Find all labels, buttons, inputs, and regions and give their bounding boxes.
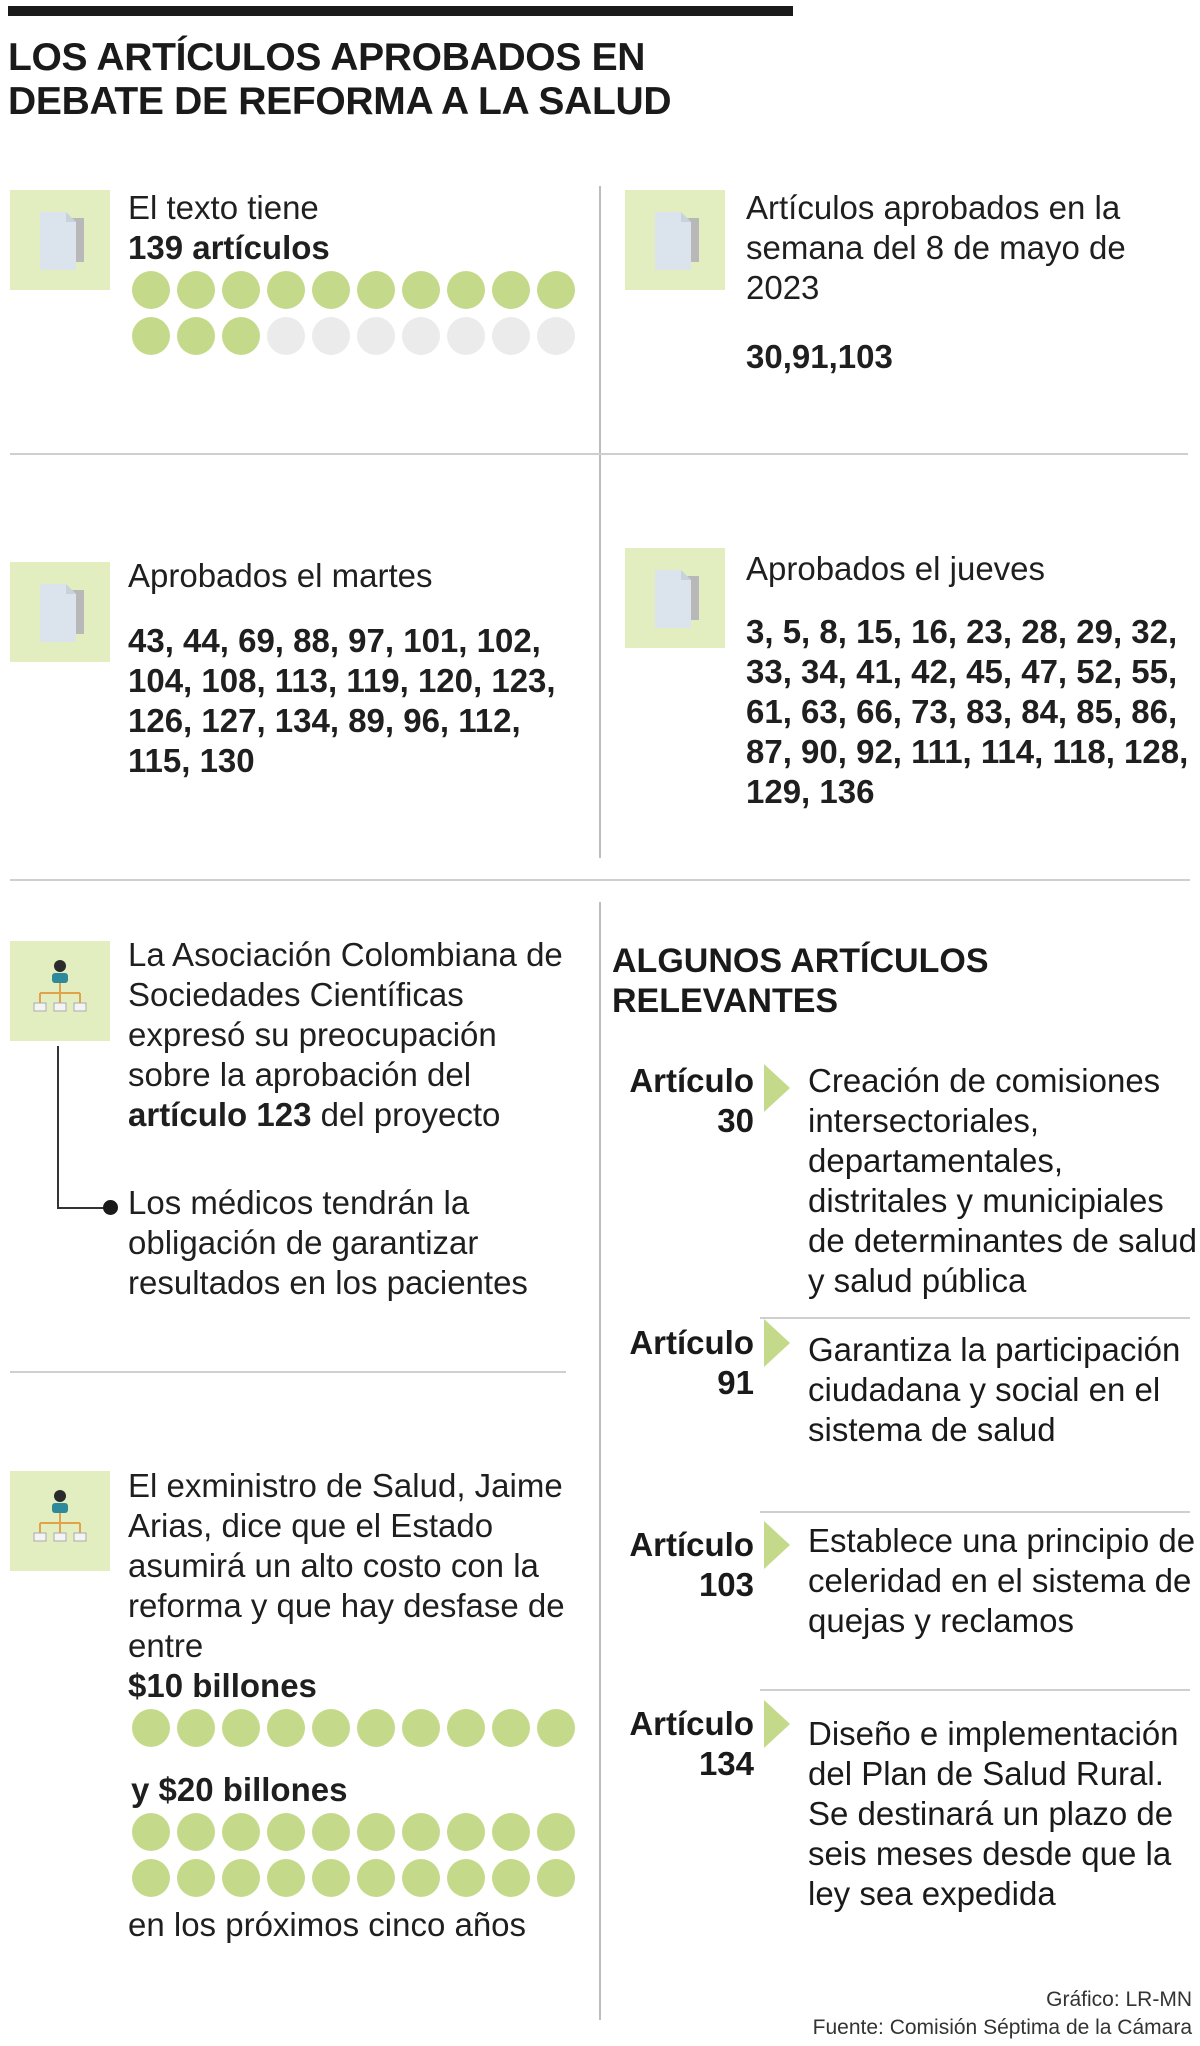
arrow-icon — [764, 1319, 790, 1367]
article-description: Establece una principio de celeridad en el sistema de quejas y reclamos — [808, 1522, 1196, 1639]
dot-filled — [402, 1813, 440, 1851]
dot-empty — [267, 317, 305, 355]
column-divider-top — [599, 186, 601, 858]
article-description: Diseño e implementación del Plan de Salud Rural. Se destinará un plazo de seis meses desde que la ley sea expedida — [808, 1715, 1179, 1912]
dot-filled — [222, 1813, 260, 1851]
dot-filled — [492, 1813, 530, 1851]
row-divider-1 — [10, 453, 1188, 455]
connector-line — [57, 1046, 59, 1209]
footer-source: Fuente: Comisión Séptima de la Cámara — [812, 2016, 1192, 2039]
document-icon — [625, 190, 725, 290]
minister-text: El exministro de Salud, Jaime Arias, dice que el Estado asumirá un alto costo con la reforma y que hay desfase de entre — [128, 1467, 565, 1664]
article-description: Creación de comisiones intersectoriales, departamentales, distritales y municipiales de determinantes de salud y salud pública — [808, 1062, 1197, 1299]
dot-filled — [177, 317, 215, 355]
dot-filled — [447, 1813, 485, 1851]
association-text-after: del proyecto — [320, 1096, 501, 1133]
thursday-label: Aprobados el jueves — [746, 550, 1046, 587]
row-divider-left — [10, 1371, 566, 1373]
org-chart-icon — [10, 1471, 110, 1571]
article-number: 91 — [717, 1364, 754, 1401]
dot-empty — [537, 317, 575, 355]
column-divider-bottom — [599, 902, 601, 2020]
dot-filled — [132, 1709, 170, 1747]
week-numbers: 30,91,103 — [746, 338, 893, 375]
article-label — [606, 1704, 754, 1784]
association-note: Los médicos tendrán la obligación de garantizar resultados en los pacientes — [128, 1184, 528, 1301]
association-text — [128, 935, 568, 1135]
dot-filled — [492, 1709, 530, 1747]
dot-filled — [357, 271, 395, 309]
document-icon — [10, 562, 110, 662]
top-rule — [8, 6, 793, 16]
article-word: Artículo — [629, 1526, 754, 1563]
tuesday-label: Aprobados el martes — [128, 557, 433, 594]
relevant-heading: ALGUNOS ARTÍCULOS RELEVANTES — [612, 942, 989, 1020]
week-text: Artículos aprobados en la semana del 8 de mayo de 2023 — [746, 189, 1126, 306]
minister-closing: en los próximos cinco años — [128, 1906, 527, 1943]
dot-filled — [132, 317, 170, 355]
document-icon — [625, 548, 725, 648]
dot-filled — [267, 1709, 305, 1747]
arrow-icon — [764, 1521, 790, 1569]
article-word: Artículo — [629, 1324, 754, 1361]
dot-filled — [312, 1813, 350, 1851]
article-number: 103 — [698, 1566, 754, 1603]
thursday-numbers: 3, 5, 8, 15, 16, 23, 28, 29, 32, 33, 34, 41, 42, 45, 47, 52, 55, 61, 63, 66, 73, 83, 84, 85, 86, 87, 90, 92, 111, 114, 118, 128, 129, 136 — [746, 613, 1189, 810]
article-divider — [760, 1317, 1190, 1319]
org-chart-icon — [10, 941, 110, 1041]
dot-filled — [222, 317, 260, 355]
article-divider — [760, 1689, 1190, 1691]
total-intro: El texto tiene — [128, 189, 319, 226]
dot-filled — [402, 271, 440, 309]
dot-filled — [132, 271, 170, 309]
article-label — [606, 1525, 754, 1605]
article-word: Artículo — [629, 1062, 754, 1099]
association-text-before: La Asociación Colombiana de Sociedades Científicas expresó su preocupación sobre la aprobación del — [128, 936, 563, 1093]
dot-filled — [447, 1859, 485, 1897]
row-divider-2 — [10, 879, 1190, 881]
dot-filled — [267, 1859, 305, 1897]
arrow-icon — [764, 1064, 790, 1112]
dot-filled — [312, 1709, 350, 1747]
document-icon — [10, 190, 110, 290]
dot-filled — [222, 271, 260, 309]
dot-filled — [177, 271, 215, 309]
dot-filled — [312, 1859, 350, 1897]
article-description: Garantiza la participación ciudadana y social en el sistema de salud — [808, 1331, 1181, 1448]
dot-filled — [402, 1709, 440, 1747]
dot-filled — [357, 1859, 395, 1897]
dot-empty — [447, 317, 485, 355]
tuesday-numbers: 43, 44, 69, 88, 97, 101, 102, 104, 108, 113, 119, 120, 123, 126, 127, 134, 89, 96, 112, 115, 130 — [128, 622, 556, 779]
dot-filled — [267, 271, 305, 309]
article-number: 30 — [717, 1102, 754, 1139]
article-word: Artículo — [629, 1705, 754, 1742]
dot-filled — [177, 1859, 215, 1897]
dot-filled — [177, 1709, 215, 1747]
arrow-icon — [764, 1700, 790, 1748]
dot-filled — [357, 1709, 395, 1747]
dot-empty — [357, 317, 395, 355]
dot-filled — [222, 1709, 260, 1747]
total-count: 139 artículos — [128, 229, 330, 266]
connector-line-horizontal — [57, 1207, 109, 1209]
dot-filled — [447, 271, 485, 309]
dot-filled — [537, 1813, 575, 1851]
amount-20: y $20 billones — [131, 1771, 348, 1808]
dot-filled — [492, 1859, 530, 1897]
dot-filled — [132, 1859, 170, 1897]
article-label — [606, 1323, 754, 1403]
footer — [813, 1986, 1192, 2042]
dot-filled — [267, 1813, 305, 1851]
dot-filled — [402, 1859, 440, 1897]
association-article: artículo 123 — [128, 1096, 312, 1133]
footer-credit: Gráfico: LR-MN — [1046, 1988, 1192, 2011]
article-label — [606, 1061, 754, 1141]
dot-filled — [132, 1813, 170, 1851]
amount-20-dots — [132, 1813, 575, 1897]
dot-empty — [402, 317, 440, 355]
dot-filled — [312, 271, 350, 309]
dot-filled — [447, 1709, 485, 1747]
dot-empty — [492, 317, 530, 355]
dot-filled — [537, 1859, 575, 1897]
article-divider — [760, 1511, 1190, 1513]
article-dots — [132, 271, 575, 355]
dot-empty — [312, 317, 350, 355]
dot-filled — [537, 1709, 575, 1747]
page-title: LOS ARTÍCULOS APROBADOS EN DEBATE DE REFORMA A LA SALUD — [8, 36, 672, 123]
amount-10: $10 billones — [128, 1667, 317, 1704]
dot-filled — [357, 1813, 395, 1851]
dot-filled — [537, 271, 575, 309]
dot-filled — [492, 271, 530, 309]
dot-filled — [222, 1859, 260, 1897]
amount-10-dots — [132, 1709, 575, 1747]
dot-filled — [177, 1813, 215, 1851]
bullet-dot — [103, 1200, 118, 1215]
article-number: 134 — [698, 1745, 754, 1782]
